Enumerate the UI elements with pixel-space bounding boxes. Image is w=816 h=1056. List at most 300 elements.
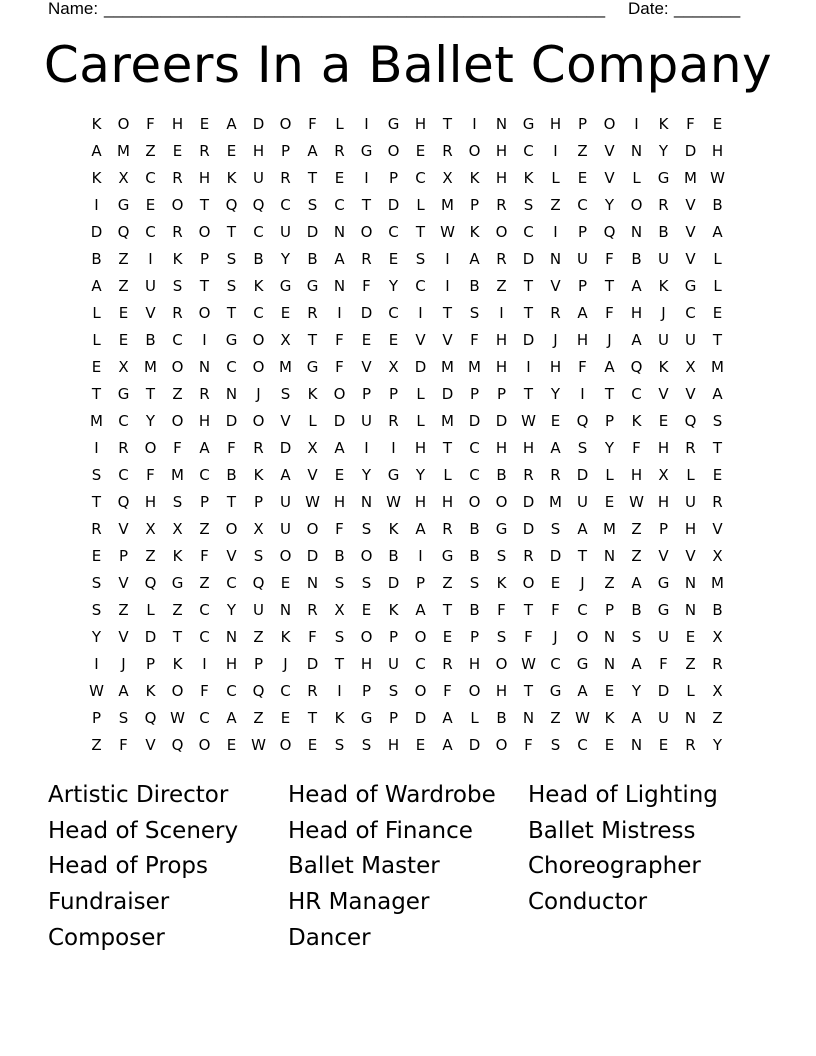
grid-letter: B — [469, 601, 480, 619]
grid-letter: H — [522, 439, 535, 457]
grid-letter: L — [92, 331, 101, 349]
grid-letter: R — [334, 142, 345, 160]
grid-letter: X — [118, 358, 129, 376]
grid-letter: M — [171, 466, 184, 484]
grid-letter: Z — [118, 250, 129, 268]
grid-letter: T — [442, 115, 453, 133]
grid-letter: A — [199, 439, 210, 457]
grid-letter: O — [279, 547, 292, 565]
grid-letter: L — [416, 412, 425, 430]
grid-letter: K — [91, 115, 102, 133]
grid-letter: N — [630, 736, 643, 754]
grid-letter: Z — [496, 277, 507, 295]
grid-letter: D — [360, 304, 373, 322]
grid-letter: N — [306, 574, 319, 592]
grid-letter: A — [442, 736, 453, 754]
grid-letter: Y — [280, 250, 291, 268]
grid-letter: H — [198, 169, 211, 187]
grid-letter: S — [712, 412, 723, 430]
word-list-item: Head of Props — [48, 853, 209, 880]
grid-letter: H — [468, 655, 481, 673]
grid-letter: D — [414, 358, 427, 376]
grid-letter: C — [631, 385, 642, 403]
grid-letter: E — [361, 331, 372, 349]
grid-letter: X — [388, 358, 399, 376]
grid-letter: X — [712, 547, 723, 565]
grid-letter: S — [253, 547, 264, 565]
grid-letter: I — [499, 304, 504, 322]
grid-letter: G — [117, 196, 130, 214]
grid-letter: E — [226, 736, 237, 754]
grid-letter: F — [443, 682, 452, 700]
grid-letter: A — [334, 439, 345, 457]
grid-letter: E — [280, 709, 291, 727]
grid-letter: Y — [712, 736, 723, 754]
grid-letter: K — [226, 169, 237, 187]
grid-letter: A — [577, 304, 588, 322]
grid-letter: C — [415, 169, 426, 187]
grid-letter: E — [118, 304, 129, 322]
grid-letter: C — [253, 304, 264, 322]
grid-letter: N — [549, 250, 562, 268]
grid-letter: M — [549, 493, 562, 511]
grid-letter: Y — [604, 196, 615, 214]
grid-letter: D — [306, 655, 319, 673]
grid-letter: V — [118, 520, 129, 538]
grid-letter: R — [91, 520, 102, 538]
grid-letter: L — [335, 115, 344, 133]
grid-letter: U — [280, 493, 291, 511]
grid-letter: A — [226, 709, 237, 727]
grid-letter: O — [495, 655, 508, 673]
grid-letter: A — [415, 601, 426, 619]
grid-letter: O — [171, 196, 184, 214]
grid-letter: B — [334, 547, 345, 565]
grid-letter: Y — [226, 601, 237, 619]
grid-letter: R — [523, 547, 534, 565]
grid-letter: S — [469, 304, 480, 322]
grid-letter: L — [92, 304, 101, 322]
grid-letter: H — [198, 412, 211, 430]
grid-letter: F — [362, 277, 371, 295]
grid-letter: O — [252, 412, 265, 430]
grid-letter: F — [605, 250, 614, 268]
grid-letter: G — [657, 169, 670, 187]
grid-letter: S — [226, 277, 237, 295]
grid-letter: W — [305, 493, 320, 511]
grid-letter: D — [441, 385, 454, 403]
grid-letter: I — [337, 682, 342, 700]
grid-letter: H — [495, 169, 508, 187]
grid-letter: H — [333, 493, 346, 511]
grid-letter: I — [94, 655, 99, 673]
grid-letter: I — [418, 304, 423, 322]
word-list-item: Conductor — [528, 889, 648, 916]
grid-letter: A — [226, 115, 237, 133]
grid-letter: Q — [252, 574, 265, 592]
grid-letter: O — [198, 736, 211, 754]
grid-letter: C — [577, 601, 588, 619]
grid-letter: P — [253, 655, 264, 673]
grid-letter: M — [441, 412, 454, 430]
grid-letter: H — [576, 331, 589, 349]
grid-letter: R — [118, 439, 129, 457]
header-line — [48, 0, 748, 20]
grid-letter: H — [441, 493, 454, 511]
grid-letter: A — [469, 250, 480, 268]
grid-letter: R — [172, 304, 183, 322]
grid-letter: O — [468, 142, 481, 160]
grid-letter: N — [495, 115, 508, 133]
grid-letter: P — [361, 385, 372, 403]
grid-letter: Y — [361, 466, 372, 484]
grid-letter: N — [360, 493, 373, 511]
word-list-item: Fundraiser — [48, 889, 170, 916]
grid-letter: J — [121, 655, 126, 673]
grid-letter: Y — [91, 628, 102, 646]
grid-letter: G — [549, 682, 562, 700]
grid-letter: U — [685, 331, 696, 349]
grid-letter: S — [361, 520, 372, 538]
grid-letter: H — [360, 655, 373, 673]
grid-letter: U — [658, 628, 669, 646]
grid-letter: C — [253, 223, 264, 241]
grid-letter: I — [364, 115, 369, 133]
date-field[interactable]: _______ — [674, 0, 741, 18]
grid-letter: N — [279, 601, 292, 619]
grid-letter: S — [469, 574, 480, 592]
grid-letter: V — [685, 547, 696, 565]
grid-letter: C — [577, 196, 588, 214]
grid-letter: R — [442, 520, 453, 538]
grid-letter: C — [388, 223, 399, 241]
grid-letter: F — [686, 115, 695, 133]
grid-letter: G — [306, 277, 319, 295]
grid-letter: A — [577, 520, 588, 538]
grid-letter: D — [387, 196, 400, 214]
grid-letter: G — [306, 358, 319, 376]
grid-letter: Z — [145, 547, 156, 565]
grid-letter: C — [415, 655, 426, 673]
grid-letter: S — [577, 439, 588, 457]
grid-letter: D — [657, 682, 670, 700]
grid-letter: F — [146, 115, 155, 133]
grid-letter: I — [526, 358, 531, 376]
grid-letter: P — [496, 385, 507, 403]
grid-letter: B — [712, 601, 723, 619]
grid-letter: S — [280, 385, 291, 403]
grid-letter: W — [89, 682, 104, 700]
word-list — [48, 778, 768, 956]
grid-letter: C — [280, 682, 291, 700]
name-field[interactable]: _____________________________________________________ — [104, 0, 606, 18]
grid-letter: F — [119, 736, 128, 754]
grid-letter: Q — [684, 412, 697, 430]
grid-letter: X — [712, 682, 723, 700]
grid-letter: V — [658, 385, 669, 403]
grid-letter: P — [199, 493, 210, 511]
grid-letter: Q — [252, 196, 265, 214]
grid-letter: V — [145, 304, 156, 322]
grid-letter: U — [577, 493, 588, 511]
grid-letter: N — [522, 709, 535, 727]
grid-letter: A — [631, 331, 642, 349]
grid-letter: R — [496, 250, 507, 268]
grid-letter: Y — [631, 682, 642, 700]
grid-letter: P — [118, 547, 129, 565]
grid-letter: O — [603, 115, 616, 133]
grid-letter: J — [283, 655, 288, 673]
grid-letter: J — [607, 331, 612, 349]
grid-letter: T — [712, 439, 723, 457]
grid-letter: F — [308, 628, 317, 646]
grid-letter: W — [251, 736, 266, 754]
grid-letter: G — [360, 142, 373, 160]
grid-letter: N — [684, 709, 697, 727]
grid-letter: G — [225, 331, 238, 349]
grid-letter: I — [553, 223, 558, 241]
grid-letter: S — [631, 628, 642, 646]
grid-letter: E — [658, 412, 669, 430]
grid-letter: W — [710, 169, 725, 187]
grid-letter: R — [307, 682, 318, 700]
grid-letter: A — [604, 358, 615, 376]
grid-letter: H — [225, 655, 238, 673]
grid-letter: H — [387, 736, 400, 754]
grid-letter: M — [144, 358, 157, 376]
grid-letter: B — [496, 466, 507, 484]
grid-letter: V — [307, 466, 318, 484]
grid-letter: I — [445, 250, 450, 268]
grid-letter: R — [280, 169, 291, 187]
grid-letter: H — [144, 493, 157, 511]
grid-letter: C — [388, 304, 399, 322]
grid-letter: V — [550, 277, 561, 295]
grid-letter: V — [604, 142, 615, 160]
grid-letter: K — [388, 601, 399, 619]
grid-letter: D — [684, 142, 697, 160]
grid-letter: B — [91, 250, 102, 268]
grid-letter: T — [199, 277, 210, 295]
grid-letter: R — [199, 142, 210, 160]
grid-letter: K — [523, 169, 534, 187]
grid-letter: R — [496, 196, 507, 214]
grid-letter: H — [711, 142, 724, 160]
grid-letter: K — [334, 709, 345, 727]
grid-letter: C — [199, 709, 210, 727]
grid-letter: O — [468, 493, 481, 511]
grid-letter: T — [604, 277, 615, 295]
grid-letter: E — [388, 250, 399, 268]
grid-letter: L — [686, 682, 695, 700]
grid-letter: E — [118, 331, 129, 349]
grid-letter: T — [415, 223, 426, 241]
grid-letter: B — [253, 250, 264, 268]
grid-letter: E — [307, 736, 318, 754]
grid-letter: E — [91, 547, 102, 565]
grid-letter: U — [145, 277, 156, 295]
grid-letter: G — [279, 277, 292, 295]
grid-letter: G — [576, 655, 589, 673]
grid-letter: B — [388, 547, 399, 565]
grid-letter: A — [415, 520, 426, 538]
grid-letter: L — [551, 169, 560, 187]
grid-letter: N — [198, 358, 211, 376]
grid-letter: H — [684, 520, 697, 538]
grid-letter: H — [495, 682, 508, 700]
grid-letter: K — [658, 277, 669, 295]
grid-letter: H — [495, 439, 508, 457]
grid-letter: I — [634, 115, 639, 133]
grid-letter: F — [335, 358, 344, 376]
grid-letter: T — [604, 385, 615, 403]
grid-letter: O — [360, 628, 373, 646]
grid-letter: Z — [199, 520, 210, 538]
grid-letter: W — [575, 709, 590, 727]
grid-letter: E — [712, 304, 723, 322]
grid-letter: Z — [253, 628, 264, 646]
grid-letter: D — [387, 574, 400, 592]
grid-letter: R — [550, 466, 561, 484]
grid-letter: Y — [550, 385, 561, 403]
grid-letter: S — [91, 601, 102, 619]
grid-letter: S — [334, 628, 345, 646]
grid-letter: A — [91, 277, 102, 295]
grid-letter: R — [172, 169, 183, 187]
grid-letter: B — [145, 331, 156, 349]
grid-letter: K — [469, 169, 480, 187]
grid-letter: V — [361, 358, 372, 376]
grid-letter: D — [144, 628, 157, 646]
grid-letter: X — [172, 520, 183, 538]
grid-letter: T — [523, 682, 534, 700]
grid-letter: D — [252, 115, 265, 133]
grid-letter: C — [280, 196, 291, 214]
grid-letter: T — [226, 493, 237, 511]
grid-letter: A — [307, 142, 318, 160]
grid-letter: Z — [172, 601, 183, 619]
grid-letter: E — [550, 412, 561, 430]
grid-letter: O — [495, 493, 508, 511]
grid-letter: D — [279, 439, 292, 457]
grid-letter: R — [550, 304, 561, 322]
grid-letter: W — [521, 655, 536, 673]
grid-letter: A — [442, 709, 453, 727]
grid-letter: Z — [199, 574, 210, 592]
grid-letter: V — [118, 628, 129, 646]
grid-letter: S — [226, 250, 237, 268]
grid-letter: T — [145, 385, 156, 403]
grid-letter: H — [630, 466, 643, 484]
grid-letter: O — [522, 574, 535, 592]
grid-letter: K — [604, 709, 615, 727]
grid-letter: I — [391, 439, 396, 457]
grid-letter: Q — [144, 709, 157, 727]
grid-letter: H — [549, 115, 562, 133]
grid-letter: C — [226, 682, 237, 700]
grid-letter: L — [470, 709, 479, 727]
grid-letter: V — [415, 331, 426, 349]
grid-letter: H — [414, 493, 427, 511]
grid-letter: I — [94, 196, 99, 214]
grid-letter: P — [469, 628, 480, 646]
grid-letter: D — [522, 331, 535, 349]
grid-letter: V — [442, 331, 453, 349]
grid-letter: P — [388, 169, 399, 187]
grid-letter: T — [442, 304, 453, 322]
grid-letter: Z — [91, 736, 102, 754]
grid-letter: S — [388, 682, 399, 700]
grid-letter: S — [91, 466, 102, 484]
grid-letter: D — [306, 223, 319, 241]
grid-letter: K — [469, 223, 480, 241]
grid-letter: A — [631, 574, 642, 592]
grid-letter: A — [712, 385, 723, 403]
grid-letter: K — [496, 574, 507, 592]
grid-letter: C — [685, 304, 696, 322]
grid-letter: H — [252, 142, 265, 160]
grid-letter: S — [496, 547, 507, 565]
grid-letter: F — [524, 628, 533, 646]
grid-letter: G — [441, 547, 454, 565]
date-label: Date: — [628, 0, 669, 18]
grid-letter: E — [334, 169, 345, 187]
grid-letter: L — [605, 466, 614, 484]
grid-letter: E — [199, 115, 210, 133]
grid-letter: E — [604, 493, 615, 511]
grid-letter: V — [685, 196, 696, 214]
grid-letter: W — [170, 709, 185, 727]
grid-letter: K — [658, 115, 669, 133]
grid-letter: P — [604, 601, 615, 619]
grid-letter: C — [334, 196, 345, 214]
grid-letter: K — [388, 520, 399, 538]
word-list-item: Composer — [48, 924, 165, 951]
grid-letter: V — [685, 385, 696, 403]
grid-letter: H — [657, 493, 670, 511]
grid-letter: U — [685, 493, 696, 511]
grid-letter: V — [118, 574, 129, 592]
grid-letter: N — [333, 277, 346, 295]
grid-letter: X — [685, 358, 696, 376]
word-list-item: Head of Finance — [288, 817, 473, 844]
grid-letter: N — [603, 628, 616, 646]
grid-letter: E — [226, 142, 237, 160]
name-label: Name: — [48, 0, 99, 18]
grid-letter: Z — [118, 277, 129, 295]
grid-letter: T — [226, 304, 237, 322]
grid-letter: T — [307, 169, 318, 187]
grid-letter: X — [118, 169, 129, 187]
grid-letter: O — [576, 628, 589, 646]
grid-letter: O — [117, 115, 130, 133]
grid-letter: Y — [388, 277, 399, 295]
grid-letter: X — [712, 628, 723, 646]
grid-letter: V — [685, 223, 696, 241]
grid-letter: F — [200, 547, 209, 565]
grid-letter: K — [307, 385, 318, 403]
grid-letter: E — [361, 601, 372, 619]
grid-letter: I — [202, 655, 207, 673]
grid-letter: W — [629, 493, 644, 511]
grid-letter: N — [225, 628, 238, 646]
grid-letter: R — [388, 412, 399, 430]
grid-letter: W — [521, 412, 536, 430]
grid-letter: G — [495, 520, 508, 538]
grid-letter: R — [442, 655, 453, 673]
grid-letter: O — [225, 520, 238, 538]
grid-letter: K — [253, 466, 264, 484]
